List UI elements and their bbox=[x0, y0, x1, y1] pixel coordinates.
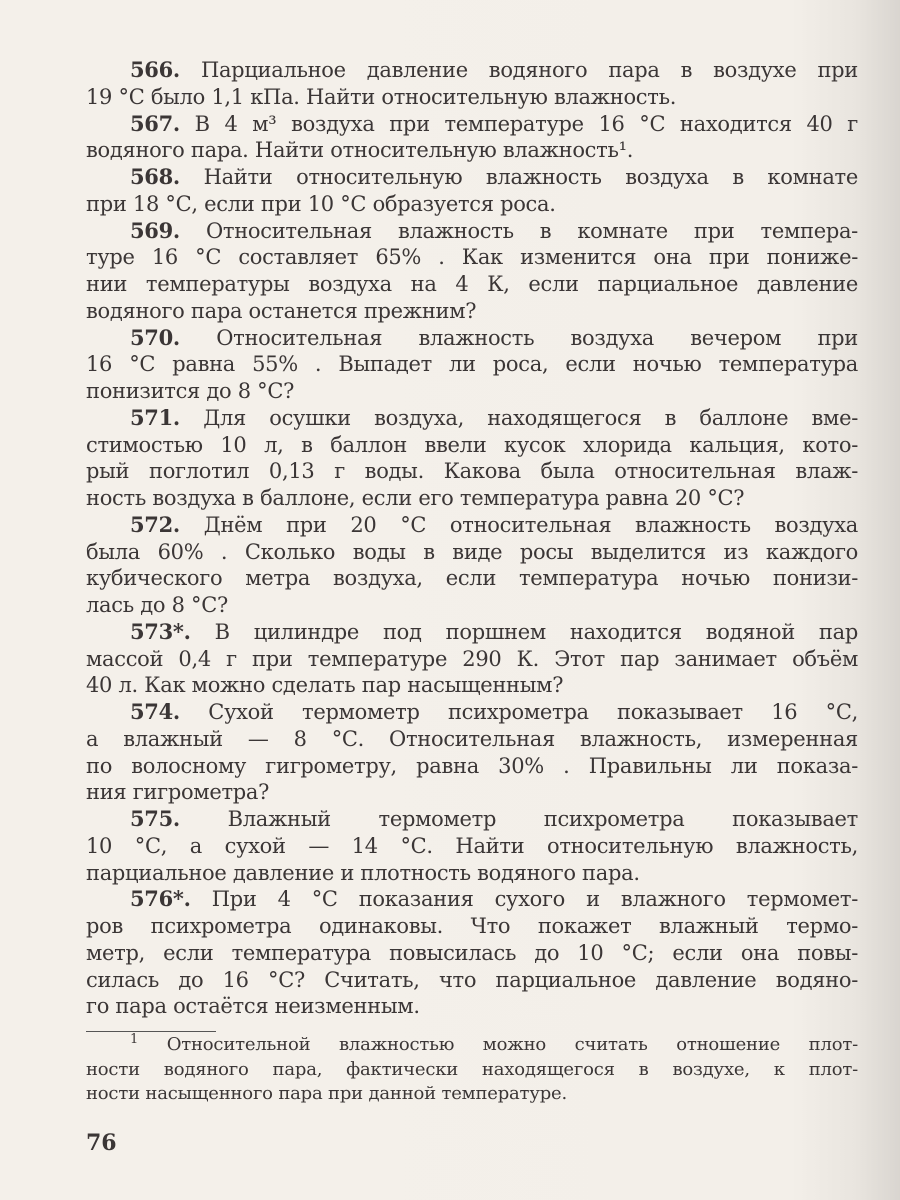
problem-574 bbox=[86, 699, 858, 806]
problem-text: В цилиндре под поршнем находится водяной пар bbox=[214, 619, 858, 644]
problem-text: а влажный — 8 °С. Относительная влажность, измеренная bbox=[86, 726, 858, 751]
problem-line bbox=[86, 806, 858, 833]
problem-line bbox=[86, 565, 858, 592]
problem-text: го пара остаётся неизменным. bbox=[86, 994, 420, 1019]
problem-line bbox=[86, 298, 858, 325]
problem-line bbox=[86, 164, 858, 191]
problem-line bbox=[86, 218, 858, 245]
problem-text: понизится до 8 °С? bbox=[86, 379, 295, 403]
footnote bbox=[86, 1033, 858, 1107]
problem-number: 570. bbox=[130, 324, 180, 350]
problem-number: 572. bbox=[130, 511, 180, 537]
problem-569 bbox=[86, 218, 858, 325]
problem-text: При 4 °С показания сухого и влажного термомет- bbox=[211, 887, 858, 912]
problem-line bbox=[86, 860, 858, 887]
problem-567 bbox=[86, 111, 858, 165]
problem-text: Влажный термометр психрометра показывает bbox=[227, 807, 858, 831]
problem-line bbox=[86, 913, 858, 940]
problem-line bbox=[86, 191, 858, 218]
problem-line bbox=[86, 672, 858, 699]
problem-text: водяного пара останется прежним? bbox=[86, 298, 477, 323]
problem-number: 571. bbox=[130, 404, 180, 430]
problem-line bbox=[86, 378, 858, 405]
problem-line bbox=[86, 967, 858, 994]
problem-text: Для осушки воздуха, находящегося в баллоне вме- bbox=[203, 405, 858, 430]
problem-571 bbox=[86, 405, 858, 512]
problem-text: Найти относительную влажность воздуха в комнате bbox=[203, 165, 858, 189]
page-number: 76 bbox=[86, 1130, 117, 1156]
problem-text: метр, если температура повысилась до 10 °С; если она повы- bbox=[86, 940, 858, 965]
problem-text: 16 °С равна 55% . Выпадет ли роса, если ночью температура bbox=[86, 352, 858, 377]
problem-text: при 18 °С, если при 10 °С образуется роса. bbox=[86, 191, 556, 216]
problem-572 bbox=[86, 512, 858, 619]
problems-list bbox=[86, 57, 858, 1020]
footnote-line bbox=[86, 1058, 858, 1083]
footnote-text: ности водяного пара, фактически находящегося в воздухе, к плот- bbox=[86, 1058, 858, 1080]
problem-text: туре 16 °С составляет 65% . Как изменится она при пониже- bbox=[86, 245, 858, 270]
problem-line bbox=[86, 539, 858, 566]
problem-text: Относительная влажность воздуха вечером при bbox=[216, 325, 858, 350]
problem-number: 573*. bbox=[130, 618, 191, 644]
problem-text: массой 0,4 г при температуре 290 К. Этот пар занимает объём bbox=[86, 646, 858, 671]
problem-text: ров психрометра одинаковы. Что покажет влажный термо- bbox=[86, 914, 858, 938]
problem-number: 567. bbox=[130, 110, 180, 136]
problem-568 bbox=[86, 164, 858, 218]
problem-573 bbox=[86, 619, 858, 699]
problem-text: Относительная влажность в комнате при темпера- bbox=[206, 218, 858, 243]
problem-text: водяного пара. Найти относительную влажность¹. bbox=[86, 138, 634, 163]
footnote-text: ности насыщенного пара при данной температуре. bbox=[86, 1083, 568, 1104]
problem-line bbox=[86, 512, 858, 539]
problem-text: ность воздуха в баллоне, если его температура равна 20 °С? bbox=[86, 486, 745, 510]
problem-line bbox=[86, 940, 858, 967]
footnote-line bbox=[86, 1033, 858, 1058]
problem-text: была 60% . Сколько воды в виде росы выделится из каждого bbox=[86, 539, 858, 564]
problem-text: 10 °С, а сухой — 14 °С. Найти относительную влажность, bbox=[86, 833, 858, 858]
problem-text: Парциальное давление водяного пара в воздухе при bbox=[200, 58, 858, 82]
problem-575 bbox=[86, 806, 858, 886]
problem-line bbox=[86, 432, 858, 459]
footnote-marker: 1 bbox=[130, 1032, 139, 1047]
problem-line bbox=[86, 726, 858, 753]
problem-text: парциальное давление и плотность водяного пара. bbox=[86, 860, 640, 885]
problem-number: 566. bbox=[130, 57, 180, 82]
problem-text: нии температуры воздуха на 4 К, если парциальное давление bbox=[86, 272, 858, 296]
problem-line bbox=[86, 111, 858, 138]
problem-line bbox=[86, 271, 858, 298]
problem-576 bbox=[86, 886, 858, 1020]
problem-line bbox=[86, 325, 858, 352]
problem-number: 574. bbox=[130, 699, 180, 724]
problem-number: 575. bbox=[130, 806, 180, 831]
problem-line bbox=[86, 833, 858, 860]
problem-line bbox=[86, 485, 858, 512]
problem-566 bbox=[86, 57, 858, 111]
problem-text: силась до 16 °С? Считать, что парциальное давление водяно- bbox=[86, 967, 858, 992]
problem-text: В 4 м³ воздуха при температуре 16 °С находится 40 г bbox=[194, 111, 858, 136]
problem-text: 19 °С было 1,1 кПа. Найти относительную влажность. bbox=[86, 84, 677, 109]
footnote-text: Относительной влажностью можно считать отношение плот- bbox=[166, 1034, 858, 1055]
problem-line bbox=[86, 993, 858, 1020]
problem-line bbox=[86, 57, 858, 84]
problem-line bbox=[86, 405, 858, 432]
problem-text: 40 л. Как можно сделать пар насыщенным? bbox=[86, 673, 564, 698]
problem-text: Днём при 20 °С относительная влажность воздуха bbox=[203, 512, 858, 537]
problem-text: Сухой термометр психрометра показывает 16 °С, bbox=[208, 700, 858, 724]
problem-line bbox=[86, 753, 858, 780]
problem-line bbox=[86, 351, 858, 378]
problem-570 bbox=[86, 325, 858, 405]
problem-line bbox=[86, 779, 858, 806]
problem-line bbox=[86, 592, 858, 619]
problem-line bbox=[86, 458, 858, 485]
problem-line bbox=[86, 244, 858, 271]
problem-line bbox=[86, 646, 858, 673]
problem-text: по волосному гигрометру, равна 30% . Правильны ли показа- bbox=[86, 753, 858, 778]
problem-line bbox=[86, 886, 858, 913]
problem-number: 569. bbox=[130, 217, 180, 243]
problem-number: 568. bbox=[130, 164, 180, 189]
problem-line bbox=[86, 137, 858, 164]
problem-line bbox=[86, 699, 858, 726]
problem-text: лась до 8 °С? bbox=[86, 593, 228, 617]
problem-text: ния гигрометра? bbox=[86, 780, 270, 805]
problem-line bbox=[86, 84, 858, 111]
problem-text: стимостью 10 л, в баллон ввели кусок хлорида кальция, кото- bbox=[86, 432, 858, 457]
footnote-line bbox=[86, 1082, 858, 1107]
footnote-divider bbox=[86, 1031, 216, 1032]
problem-text: рый поглотил 0,13 г воды. Какова была относительная влаж- bbox=[86, 459, 858, 484]
problem-text: кубического метра воздуха, если температура ночью понизи- bbox=[86, 566, 858, 591]
problem-line bbox=[86, 619, 858, 646]
problem-number: 576*. bbox=[130, 886, 191, 912]
